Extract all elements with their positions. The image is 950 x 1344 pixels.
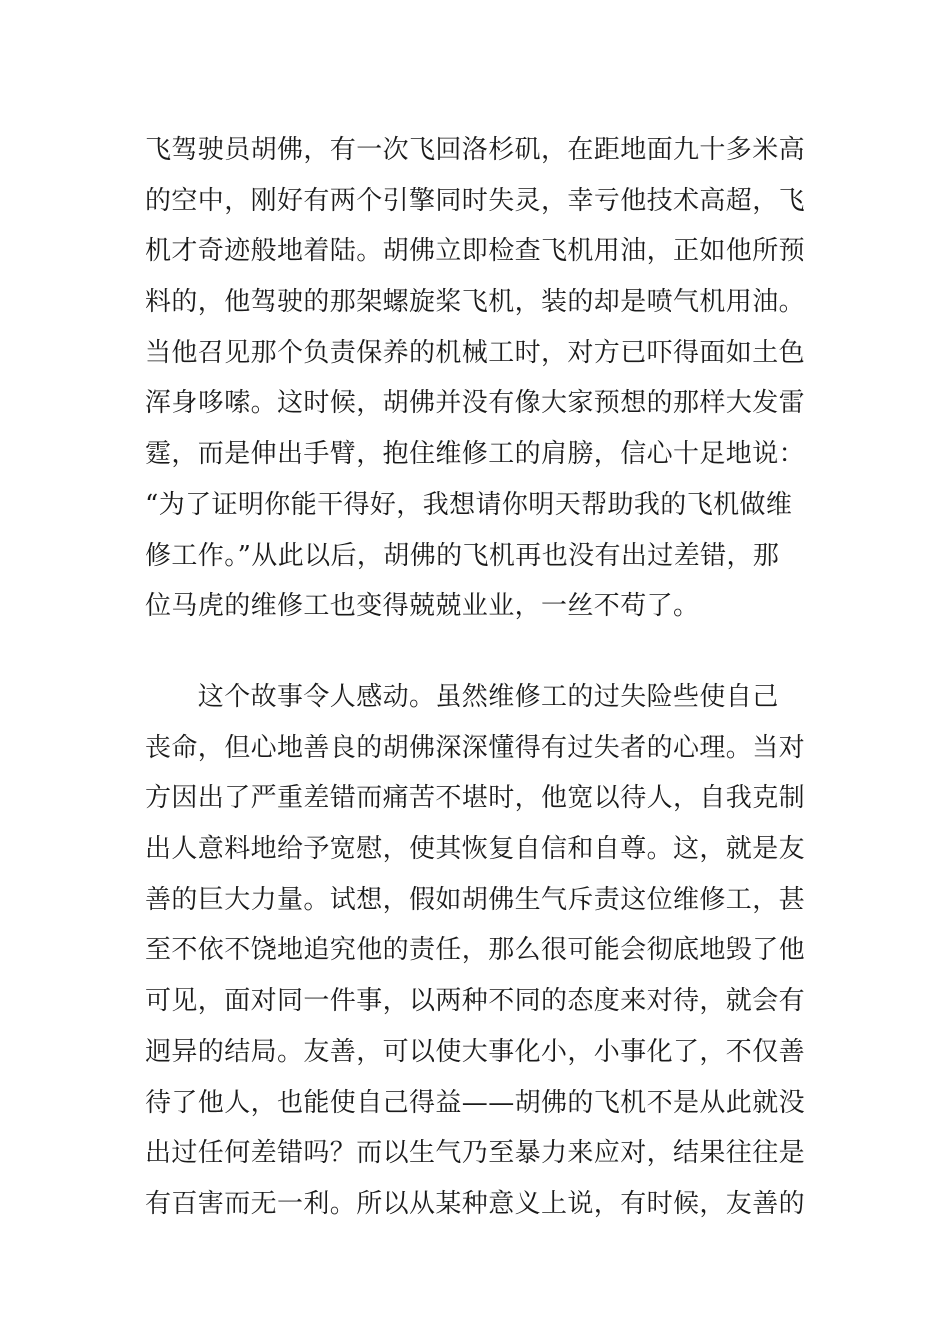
text-line: 方因出了严重差错而痛苦不堪时，他宽以待人，自我克制 — [145, 783, 806, 814]
text-line: 机才奇迹般地着陆。胡佛立即检查飞机用油，正如他所预 — [145, 236, 806, 267]
paragraph-commentary — [145, 672, 810, 1230]
text-line: 迥异的结局。友善，可以使大事化小，小事化了，不仅善 — [145, 1036, 806, 1067]
text-line: 料的，他驾驶的那架螺旋桨飞机，装的却是喷气机用油。 — [145, 287, 806, 318]
text-line: 霆，而是伸出手臂，抱住维修工的肩膀，信心十足地说： — [145, 439, 806, 470]
text-line: 出过任何差错吗？而以生气乃至暴力来应对，结果往往是 — [145, 1138, 806, 1169]
text-line: “为了证明你能干得好，我想请你明天帮助我的飞机做维 — [145, 489, 793, 520]
text-line: 善的巨大力量。试想，假如胡佛生气斥责这位维修工，甚 — [145, 884, 806, 915]
text-line: 飞驾驶员胡佛，有一次飞回洛杉矶，在距地面九十多米高 — [145, 135, 806, 165]
text-line: 出人意料地给予宽慰，使其恢复自信和自尊。这，就是友 — [145, 834, 806, 865]
text-line: 待了他人，也能使自己得益——胡佛的飞机不是从此就没 — [145, 1087, 806, 1118]
text-line: 有百害而无一利。所以从某种意义上说，有时候，友善的 — [145, 1188, 806, 1219]
text-line: 可见，面对同一件事，以两种不同的态度来对待，就会有 — [145, 986, 806, 1017]
text-line: 修工作。”从此以后，胡佛的飞机再也没有出过差错，那 — [145, 540, 780, 571]
text-line: 当他召见那个负责保养的机械工时，对方已吓得面如土色 — [145, 337, 806, 368]
paragraph-story — [145, 125, 810, 632]
text-line: 丧命，但心地善良的胡佛深深懂得有过失者的心理。当对 — [145, 732, 806, 763]
text-line: 浑身哆嗦。这时候，胡佛并没有像大家预想的那样大发雷 — [145, 388, 806, 419]
text-line: 这个故事令人感动。虽然维修工的过失险些使自己 — [145, 682, 779, 712]
text-line: 的空中，刚好有两个引擎同时失灵，幸亏他技术高超，飞 — [145, 185, 806, 216]
text-line: 位马虎的维修工也变得兢兢业业，一丝不苟了。 — [145, 591, 700, 622]
text-line: 至不依不饶地追究他的责任，那么很可能会彻底地毁了他 — [145, 935, 806, 966]
